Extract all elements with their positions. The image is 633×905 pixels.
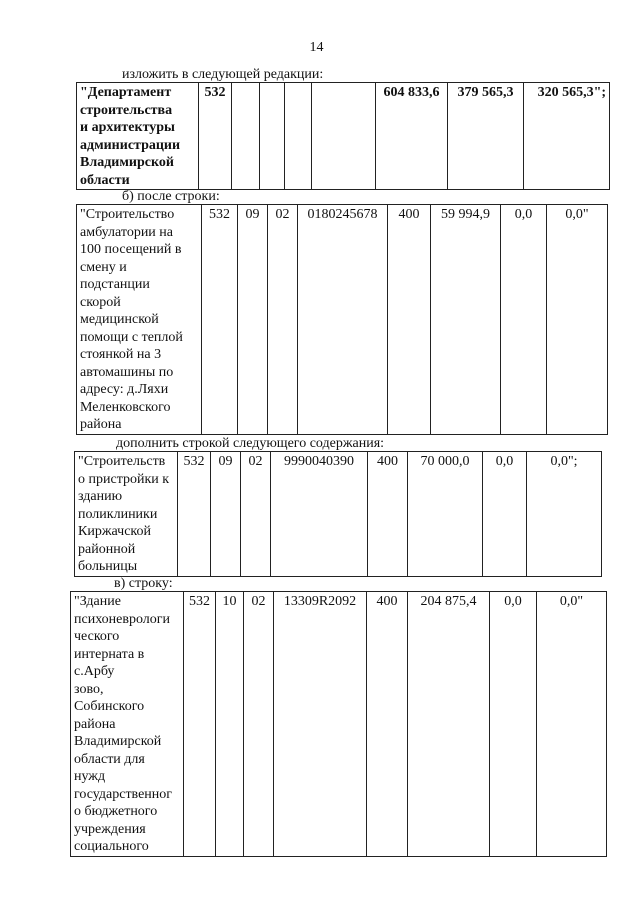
name-line: амбулатории на [80, 224, 174, 240]
value-2-cell: 379 565,3 [448, 83, 524, 190]
name-line: помощи с теплой [80, 329, 183, 345]
name-line: нужд [74, 769, 106, 784]
code-cell: 532 [178, 452, 211, 577]
name-line: учреждения [74, 821, 146, 837]
section-caption: дополнить строкой следующего содержания: [116, 436, 385, 451]
section-caption: изложить в следующей редакции: [122, 67, 324, 82]
budget-table [76, 204, 608, 435]
value-2-cell: 0,0 [490, 592, 537, 857]
name-lines [80, 84, 196, 189]
name-line: больницы [78, 559, 138, 574]
section-cell [232, 83, 260, 190]
table-row [75, 452, 602, 577]
section-caption: в) строку: [114, 576, 173, 591]
name-line: стоянкой на 3 [80, 347, 162, 362]
name-line: о бюджетного [74, 804, 158, 819]
table-row [77, 205, 608, 435]
code-cell: 532 [202, 205, 238, 435]
name-line: "Строительство [80, 207, 175, 222]
code-cell: 532 [184, 592, 216, 857]
name-lines [80, 206, 199, 434]
name-line: интерната в [74, 646, 145, 662]
value-2-cell: 0,0 [483, 452, 527, 577]
section-cell: 09 [211, 452, 241, 577]
name-line: социального [74, 839, 149, 854]
section-caption: б) после строки: [122, 189, 220, 204]
type-cell: 400 [388, 205, 431, 435]
name-line: смену и [80, 259, 127, 275]
section-cell: 10 [216, 592, 244, 857]
value-3-cell: 0,0"; [527, 452, 602, 577]
name-line: подстанции [80, 277, 150, 292]
name-line: района [74, 716, 116, 732]
name-line: Владимирской [80, 155, 174, 170]
type-cell: 400 [368, 452, 408, 577]
name-line: поликлиники [78, 506, 158, 522]
name-line: зданию [78, 489, 123, 504]
name-line: строительства [80, 102, 173, 118]
name-line: районной [78, 541, 136, 557]
name-line: Владимирской [74, 734, 162, 749]
name-line: Киржачской [78, 524, 151, 539]
name-line: "Здание [74, 594, 121, 609]
value-1-cell: 604 833,6 [376, 83, 448, 190]
type-cell: 400 [367, 592, 408, 857]
budget-table [76, 82, 610, 190]
name-line: района [80, 417, 122, 432]
name-line: о пристройки к [78, 471, 170, 487]
page-number: 14 [309, 40, 324, 55]
name-line: и архитектуры [80, 120, 175, 135]
name-line: 100 посещений в [80, 242, 182, 257]
subsection-cell [260, 83, 285, 190]
name-cell [77, 83, 199, 190]
value-1-cell: 204 875,4 [408, 592, 490, 857]
name-line: скорой [80, 294, 121, 310]
subsection-cell: 02 [241, 452, 271, 577]
name-cell [77, 205, 202, 435]
value-1-cell: 70 000,0 [408, 452, 483, 577]
name-lines [74, 593, 181, 856]
name-line: Собинского [74, 699, 145, 714]
name-lines [78, 453, 175, 576]
name-line: области [80, 172, 130, 188]
name-cell [71, 592, 184, 857]
code-cell: 532 [199, 83, 232, 190]
target-cell: 13309R2092 [274, 592, 367, 857]
value-1-cell: 59 994,9 [431, 205, 501, 435]
name-line: "Департамент [80, 85, 172, 100]
name-line: "Строительств [78, 454, 166, 469]
value-3-cell: 320 565,3"; [524, 83, 610, 190]
name-line: медицинской [80, 312, 159, 327]
table-row [77, 83, 610, 190]
name-line: Меленковского [80, 399, 171, 415]
value-3-cell: 0,0" [537, 592, 607, 857]
subsection-cell: 02 [268, 205, 298, 435]
target-cell: 9990040390 [271, 452, 368, 577]
target-cell [285, 83, 312, 190]
budget-table [74, 451, 602, 577]
name-line: зово, [74, 681, 104, 697]
name-line: государственног [74, 786, 173, 802]
value-3-cell: 0,0" [547, 205, 608, 435]
budget-table [70, 591, 607, 857]
name-line: автомашины по [80, 364, 174, 380]
type-cell [312, 83, 376, 190]
name-cell [75, 452, 178, 577]
table-row [71, 592, 607, 857]
name-line: администрации [80, 137, 181, 153]
section-cell: 09 [238, 205, 268, 435]
name-line: адресу: д.Ляхи [80, 382, 169, 397]
target-cell: 0180245678 [298, 205, 388, 435]
name-line: с.Арбу [74, 664, 115, 679]
name-line: психоневрологи [74, 611, 171, 627]
name-line: области для [74, 751, 145, 767]
value-2-cell: 0,0 [501, 205, 547, 435]
name-line: ческого [74, 629, 120, 644]
subsection-cell: 02 [244, 592, 274, 857]
